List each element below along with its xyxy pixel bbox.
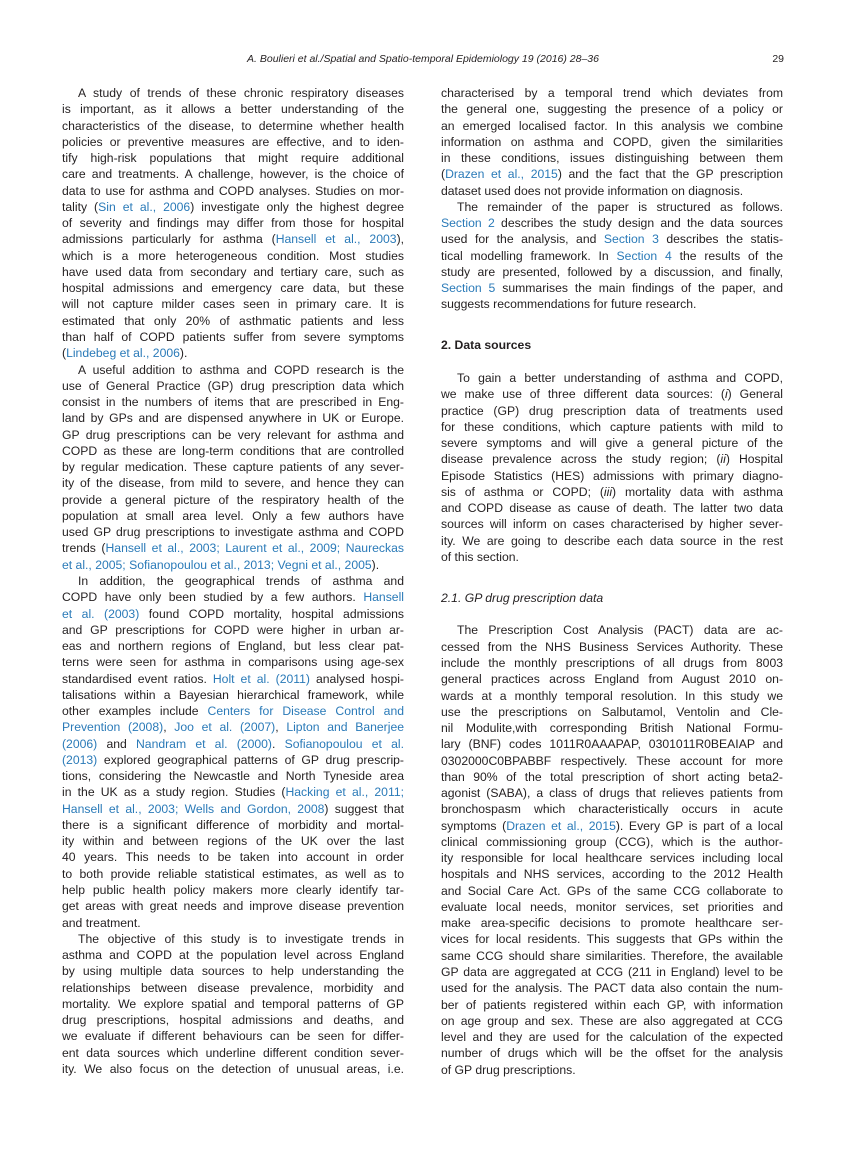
text-line: talisations within a Bayesian hierarchical framework, while bbox=[62, 687, 404, 702]
text-line: vices for local residents. This suggests that GPs within the bbox=[441, 932, 783, 947]
text-line: COPD as these are long-term conditions that are controlled bbox=[62, 443, 404, 458]
text-line: there is a significant difference of morbidity and mortal- bbox=[62, 817, 404, 832]
paragraph bbox=[441, 370, 783, 565]
citation-link[interactable]: Lindebeg et al., 2006 bbox=[66, 346, 180, 361]
text-line: and treatment. bbox=[62, 915, 141, 930]
text-line: land by GPs and are dispensed anywhere in UK or Europe. bbox=[62, 411, 404, 426]
text-line: data to use for asthma and COPD analyses. Studies on mor- bbox=[62, 183, 404, 198]
text-line: 0302000C0BPABBF respectively. These account for more bbox=[441, 753, 783, 768]
text-line: general practices across England from August 2010 on- bbox=[441, 672, 783, 687]
text-line: in the UK as a study region. Studies (Hacking et al., 2011; bbox=[62, 785, 404, 800]
text-line: dataset used does not provide information on diagnosis. bbox=[441, 183, 744, 198]
text-line: standardised event ratios. Holt et al. (2011) analysed hospi- bbox=[62, 671, 404, 686]
text-line: use of General Practice (GP) drug prescription data which bbox=[62, 378, 404, 393]
text-line: care and treatments. A challenge, however, is the choice of bbox=[62, 167, 404, 182]
text-line: (Drazen et al., 2015) and the fact that the GP prescription bbox=[441, 167, 783, 182]
text-line: we evaluate if different behaviours can be seen for differ- bbox=[62, 1029, 404, 1044]
text-line: GP drug prescriptions can be very relevant for asthma and bbox=[62, 427, 404, 442]
text-line: To gain a better understanding of asthma and COPD, bbox=[457, 370, 783, 385]
text-line: ent data sources which underline different condition sever- bbox=[62, 1045, 404, 1060]
text-line: bronchospasm which characteristically occurs in acute bbox=[441, 802, 783, 817]
citation-link[interactable]: Lipton and Banerjee bbox=[286, 720, 405, 735]
text-line: A study of trends of these chronic respiratory diseases bbox=[78, 86, 404, 100]
text-line: the general one, suggesting the presence of a policy or bbox=[441, 102, 783, 117]
text-line: (Lindebeg et al., 2006). bbox=[62, 346, 188, 361]
text-line: tions, considering the Newcastle and North Tyneside area bbox=[62, 769, 404, 784]
text-line: wards at a monthly temporal resolution. In this study we bbox=[441, 688, 783, 703]
paragraph bbox=[62, 85, 404, 362]
paragraph bbox=[62, 573, 404, 931]
text-line: sources will inform on cases characterised by higher sever- bbox=[441, 517, 783, 532]
text-line: nil Modulite,with corresponding British National Formu- bbox=[441, 721, 783, 736]
text-line: get areas with great needs and improve disease prevention bbox=[62, 899, 404, 914]
text-line: asthma and COPD at the population level across England bbox=[62, 948, 404, 963]
text-line: which is a more heterogeneous condition. Most studies bbox=[62, 248, 404, 263]
text-line: ity responsible for local healthcare services including local bbox=[441, 851, 783, 866]
text-line: than half of COPD patients suffer from severe symptoms bbox=[62, 329, 404, 344]
text-line: In addition, the geographical trends of asthma and bbox=[78, 573, 404, 588]
text-line: 40 years. This needs to be taken into account in order bbox=[62, 850, 404, 865]
text-line: to both provide reliable statistical estimates, as well as to bbox=[62, 866, 404, 881]
text-line: agonist (SABA), a class of drugs that relieves patients from bbox=[441, 786, 783, 801]
italic-text: ii bbox=[720, 452, 726, 467]
citation-link[interactable]: Section 5 bbox=[441, 281, 496, 296]
text-line: population at small area level. Only a few authors have bbox=[62, 508, 404, 523]
text-line: used for the analysis. The PACT data also contain the num- bbox=[441, 981, 783, 996]
text-line: (2013) explored geographical patterns of GP drug prescrip- bbox=[62, 752, 404, 767]
running-header bbox=[62, 53, 784, 69]
text-line: COPD have only been studied by a few authors. Hansell bbox=[62, 590, 404, 605]
text-line: by using multiple data sources to help understanding the bbox=[62, 964, 404, 979]
text-line: suggests recommendations for future research. bbox=[441, 297, 697, 312]
text-line: tify high-risk populations that might require additional bbox=[62, 151, 404, 166]
text-line: an emerged localised factor. In this analysis we combine bbox=[441, 118, 783, 133]
text-line: ity. We also focus on the detection of unusual areas, i.e. bbox=[62, 1061, 404, 1076]
text-line: The objective of this study is to investigate trends in bbox=[78, 931, 404, 946]
text-line: et al., 2005; Sofianopoulou et al., 2013; Vegni et al., 2005). bbox=[62, 557, 380, 572]
citation-link[interactable]: Section 4 bbox=[616, 248, 672, 263]
text-line: characteristics of the disease, to determine whether health bbox=[62, 118, 404, 133]
text-line: information on asthma and COPD, given the similarities bbox=[441, 134, 783, 149]
paragraph bbox=[62, 931, 404, 1077]
text-line: will not capture milder cases seen in primary care. It is bbox=[62, 297, 404, 312]
citation-link[interactable]: Drazen et al., 2015 bbox=[506, 818, 616, 833]
citation-link[interactable]: Holt et al. (2011) bbox=[212, 671, 310, 686]
text-line: include the monthly prescriptions of all drugs from 8003 bbox=[441, 655, 783, 670]
introduction-text bbox=[62, 85, 404, 1077]
text-line: policies or preventive measures are effective, and to iden- bbox=[62, 134, 404, 149]
text-line: A useful addition to asthma and COPD research is the bbox=[78, 362, 404, 377]
text-line: same CCG should share similarities. Therefore, the available bbox=[441, 948, 783, 963]
text-line: of GP drug prescriptions. bbox=[441, 1062, 576, 1077]
citation-link[interactable]: Section 2 bbox=[441, 216, 495, 231]
text-line: ity of the disease, from mild to severe, and hence they can bbox=[62, 476, 404, 491]
citation-link[interactable]: Hansell et al., 2003; Laurent et al., 2009; Naureckas bbox=[105, 541, 404, 556]
text-line: have used data from secondary and tertiary care, such as bbox=[62, 264, 404, 279]
text-line: ber of patients registered within each GP, with information bbox=[441, 997, 783, 1012]
text-line: severe symptoms and will give a general picture of the bbox=[441, 436, 783, 451]
citation-link[interactable]: Joo et al. (2007) bbox=[174, 720, 276, 735]
text-line: relationships between disease prevalence, morbidity and bbox=[62, 980, 404, 995]
text-line: on age group and sex. These are also aggregated at CCG bbox=[441, 1013, 783, 1028]
citation-link[interactable]: Hansell bbox=[363, 590, 404, 605]
text-line: used GP drug prescriptions to investigate asthma and COPD bbox=[62, 525, 404, 540]
text-line: admissions particularly for asthma (Hansell et al., 2003), bbox=[62, 232, 405, 247]
introduction-continued-text bbox=[441, 85, 783, 313]
text-line: symptoms (Drazen et al., 2015). Every GP is part of a local bbox=[441, 818, 783, 833]
text-line: cessed from the NHS Business Services Authority. These bbox=[441, 639, 783, 654]
text-line: and GP prescriptions for COPD were higher in urban ar- bbox=[62, 622, 404, 637]
running-title: A. Boulieri et al./Spatial and Spatio-temporal Epidemiology 19 (2016) 28–36 bbox=[247, 53, 599, 65]
text-line: et al. (2003) found COPD mortality, hospital admissions bbox=[62, 606, 404, 621]
text-line: consist in the numbers of items that are prescribed in Eng- bbox=[62, 395, 404, 410]
citation-link[interactable]: et al., 2005; Sofianopoulou et al., 2013; Vegni et al., 2005 bbox=[62, 557, 372, 572]
text-line: terns were seen for asthma in comparisons using age-sex bbox=[62, 655, 404, 670]
text-line: in these conditions, issues distinguishing between them bbox=[441, 151, 783, 166]
italic-text: iii bbox=[603, 484, 613, 499]
citation-link[interactable]: Nandram et al. (2000) bbox=[135, 736, 272, 751]
text-line: study are presented, followed by a discussion, and finally, bbox=[441, 264, 783, 279]
text-line: estimated that only 20% of asthmatic patients and less bbox=[62, 313, 404, 328]
text-line: disease prevalence across the study region; (ii) Hospital bbox=[441, 452, 783, 467]
text-line: number of drugs which will be the offset for the analysis bbox=[441, 1046, 783, 1061]
text-line: GP data are aggregated at CCG (211 in England) level to be bbox=[441, 965, 783, 980]
text-line: of severity and findings may differ from those for hospital bbox=[62, 216, 404, 231]
text-line: hospital admissions and emergency care data, but these bbox=[62, 281, 404, 296]
paragraph bbox=[441, 199, 783, 313]
text-line: make area-specific decisions to promote healthcare ser- bbox=[441, 916, 783, 931]
text-line: tical modelling framework. In Section 4 the results of the bbox=[441, 248, 783, 263]
text-line: hospitals and NHS services, according to the 2012 Health bbox=[441, 867, 783, 882]
text-line: other examples include Centers for Disease Control and bbox=[62, 704, 404, 719]
text-line: tality (Sin et al., 2006) investigate only the highest degree bbox=[62, 199, 404, 214]
citation-link[interactable]: (2006) bbox=[62, 736, 98, 751]
text-line: ity. We are going to describe each data source in the rest bbox=[441, 533, 783, 548]
section-heading: 2. Data sources bbox=[441, 338, 532, 353]
text-line: used for the analysis, and Section 3 describes the statis- bbox=[441, 232, 783, 247]
text-line: lary (BNF) codes 1011R0AAAPAP, 0301011R0BEAIAP and bbox=[441, 737, 783, 752]
text-line: Section 2 describes the study design and the data sources bbox=[441, 216, 783, 231]
text-line: for these conditions, which capture patients with mild to bbox=[441, 419, 783, 434]
paragraph bbox=[441, 85, 783, 199]
text-line: clinical commissioning group (CCG), which is the author- bbox=[441, 834, 783, 849]
left-column bbox=[62, 85, 404, 1077]
text-line: sis of asthma or COPD; (iii) mortality data with asthma bbox=[441, 484, 784, 499]
italic-text: i bbox=[724, 387, 728, 402]
text-line: Hansell et al., 2003; Wells and Gordon, 2008) suggest that bbox=[62, 801, 404, 816]
text-line: The remainder of the paper is structured as follows. bbox=[457, 199, 783, 214]
citation-link[interactable]: et al. (2003) bbox=[62, 606, 140, 621]
text-line: level and they are used for the calculation of the expected bbox=[441, 1030, 783, 1045]
text-line: trends (Hansell et al., 2003; Laurent et al., 2009; Naureckas bbox=[62, 541, 404, 556]
citation-link[interactable]: Centers for Disease Control and bbox=[207, 704, 404, 719]
text-line: we make use of three different data sources: (i) General bbox=[441, 387, 783, 402]
citation-link[interactable]: Drazen et al., 2015 bbox=[445, 167, 558, 182]
citation-link[interactable]: (2013) bbox=[62, 752, 98, 767]
paragraph bbox=[441, 622, 783, 1077]
citation-link[interactable]: Section 3 bbox=[603, 232, 659, 247]
text-line: drug prescriptions, hospital admissions and deaths, and bbox=[62, 1013, 404, 1028]
text-line: practice (GP) drug prescription data of treatments used bbox=[441, 403, 783, 418]
citation-link[interactable]: Prevention (2008) bbox=[62, 720, 164, 735]
gp-prescription-text bbox=[441, 622, 783, 1077]
citation-link[interactable]: Sofianopoulou et al. bbox=[284, 736, 404, 751]
text-line: Section 5 summarises the main findings of the paper, and bbox=[441, 281, 783, 296]
data-sources-text bbox=[441, 370, 783, 565]
citation-link[interactable]: Hansell et al., 2003; Wells and Gordon, 2008 bbox=[62, 801, 325, 816]
citation-link[interactable]: Sin et al., 2006 bbox=[98, 199, 191, 214]
citation-link[interactable]: Hansell et al., 2003 bbox=[275, 232, 397, 247]
text-line: help public health policy makers more clearly identify tar- bbox=[62, 883, 404, 898]
page-number: 29 bbox=[772, 53, 784, 65]
text-line: (2006) and Nandram et al. (2000). Sofianopoulou et al. bbox=[62, 736, 404, 751]
text-line: characterised by a temporal trend which deviates from bbox=[441, 86, 783, 100]
text-line: provide a general picture of the respiratory health of the bbox=[62, 492, 404, 507]
text-line: eas and northern regions of England, but less clear pat- bbox=[62, 639, 404, 654]
paragraph bbox=[62, 362, 404, 573]
text-line: Episode Statistics (HES) admissions with primary diagno- bbox=[441, 468, 783, 483]
text-line: and Social Care Act. GPs of the same CCG collaborate to bbox=[441, 883, 783, 898]
text-line: ity within and between regions of the UK over the last bbox=[62, 834, 404, 849]
text-line: and COPD disease as cause of death. The latter two data bbox=[441, 501, 783, 516]
text-line: The Prescription Cost Analysis (PACT) data are ac- bbox=[457, 623, 783, 638]
text-line: by regular medication. These capture patients of any sever- bbox=[62, 460, 404, 475]
text-line: evaluate local needs, monitor services, set priorities and bbox=[441, 899, 783, 914]
citation-link[interactable]: Hacking et al., 2011; bbox=[285, 785, 404, 800]
text-line: Prevention (2008), Joo et al. (2007), Lipton and Banerjee bbox=[62, 720, 405, 735]
right-column bbox=[441, 85, 783, 1078]
text-line: of this section. bbox=[441, 549, 519, 564]
subsection-heading: 2.1. GP drug prescription data bbox=[441, 590, 604, 605]
text-line: than 90% of the total prescription of short acting beta2- bbox=[441, 769, 783, 784]
text-line: mortality. We explore spatial and temporal patterns of GP bbox=[62, 996, 404, 1011]
text-line: is important, as it allows a better understanding of the bbox=[62, 102, 404, 117]
text-line: use the prescriptions on Salbutamol, Ventolin and Cle- bbox=[441, 704, 783, 719]
